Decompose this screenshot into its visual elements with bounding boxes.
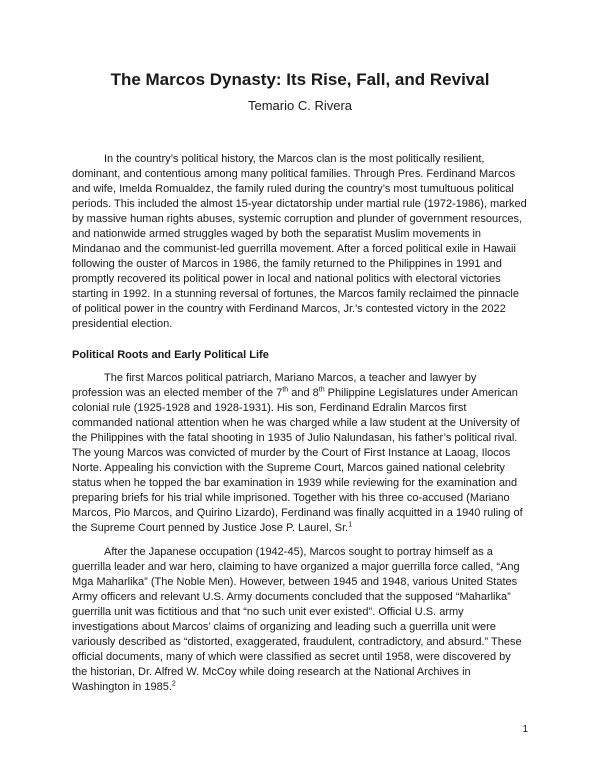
footnote-ref[interactable]: 1 bbox=[348, 521, 353, 529]
section-heading: Political Roots and Early Political Life bbox=[72, 349, 269, 361]
intro-paragraph: In the country’s political history, the Marcos clan is the most politically resilient, dominant, and contentious among many political families. Through Pres. Ferdinand Marcos and wife, Imelda Romualdez, the family ruled during the country’s most tumultuous political periods. This included the almost 15-year dictatorship under martial rule (1972-1986), marked by massive human rights abuses, systemic corruption and plunder of government resources, and nationwide armed struggles waged by both the separatist Muslim movements in Mindanao and the communist-led guerrilla movement. After a forced political exile in Hawaii following the ouster of Marcos in 1986, the family returned to the Philippines in 1991 and promptly recovered its political power in local and national politics with electoral victories starting in 1992. In a stunning reversal of fortunes, the Marcos family reclaimed the pinnacle of political power in the country with Ferdinand Marcos, Jr.'s contested victory in the 2022 presidential election. bbox=[72, 153, 527, 330]
paragraph-text: and 8 bbox=[288, 387, 319, 399]
paragraph-political-roots-block bbox=[72, 371, 528, 536]
page-number: 1 bbox=[522, 724, 528, 735]
document-title: The Marcos Dynasty: Its Rise, Fall, and Revival bbox=[110, 70, 490, 89]
paragraph-text: The first Marcos political patriarch, Mariano Marcos, a teacher and lawyer by profession was an elected member of the 7 bbox=[72, 372, 477, 399]
paragraph-guerrilla-claims bbox=[72, 545, 528, 695]
ordinal-suffix: th bbox=[282, 386, 289, 394]
paragraph-text: Philippine Legislatures under American colonial rule (1925-1928 and 1928-1931). His son, Ferdinand Edralin Marcos first commanded national attention when he was charged while a law student at the University of the Philippines with the fatal shooting in 1935 of Julio Nalundasan, his father’s political rival. The young Marcos was convicted of murder by the Court of First Instance at Laoag, Ilocos Norte. Appealing his conviction with the Supreme Court, Marcos gained national celebrity status when he topped the bar examination in 1939 while reviewing for the examination and preparing briefs for his trial while imprisoned. Together with his three co-accused (Mariano Marcos, Pio Marcos, and Quirino Lizardo), Ferdinand was finally acquitted in a 1940 ruling of the Supreme Court penned by Justice Jose P. Laurel, Sr. bbox=[72, 387, 523, 534]
document-author: Temario C. Rivera bbox=[247, 98, 353, 113]
paragraph-political-roots bbox=[72, 371, 528, 536]
ordinal-suffix: th bbox=[318, 386, 325, 394]
paragraph-text: After the Japanese occupation (1942-45), Marcos sought to portray himself as a guerrilla leader and war hero, claiming to have organized a major guerrilla force called, “Ang Mga Maharlika” (The Noble Men). However, between 1945 and 1948, various United States Army officers and relevant U.S. Army documents concluded that the supposed “Maharlika” guerrilla unit was fictitious and that “no such unit ever existed”. Official U.S. army investigations about Marcos’ claims of organizing and leading such a guerrilla unit were variously described as “distorted, exaggerated, fraudulent, contradictory, and absurd.” These official documents, many of which were classified as secret until 1958, were discovered by the historian, Dr. Alfred W. McCoy while doing research at the National Archives in Washington in 1985. bbox=[72, 546, 522, 693]
paragraph-guerrilla-claims-block bbox=[72, 545, 528, 695]
intro-paragraph-block bbox=[72, 152, 528, 332]
footnote-ref[interactable]: 2 bbox=[171, 680, 176, 688]
